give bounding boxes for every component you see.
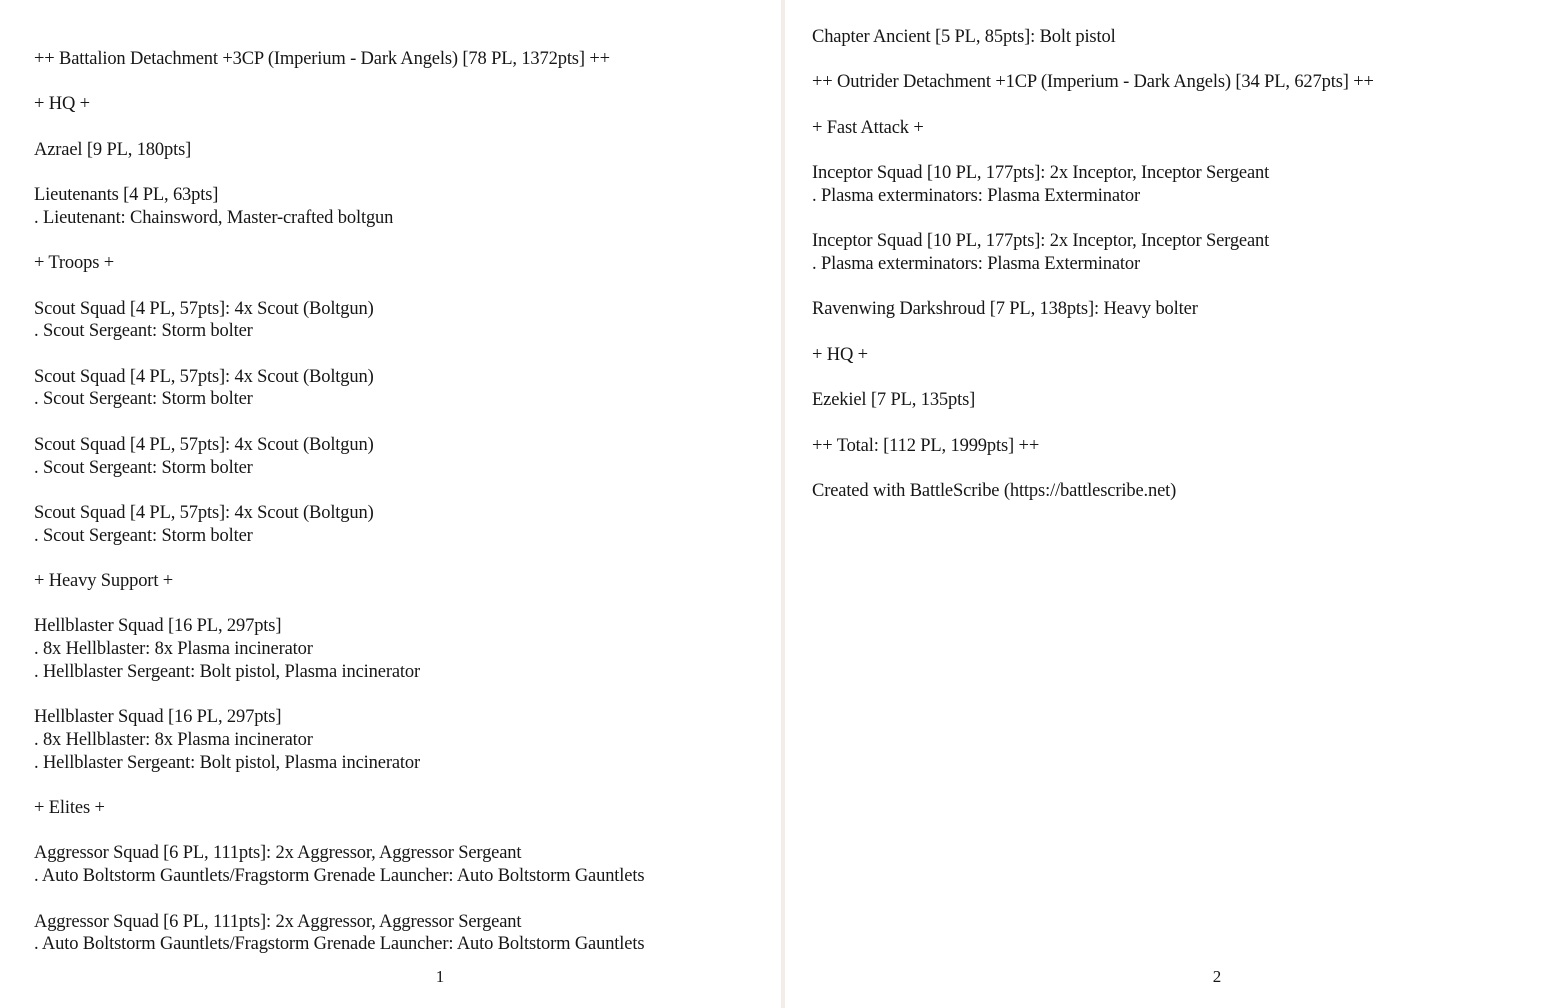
text-block (812, 71, 1564, 94)
entry-detail-line: . Plasma exterminators: Plasma Exterminator (812, 185, 1141, 206)
entry-heading-line: Scout Squad [4 PL, 57pts]: 4x Scout (Boltgun) (34, 434, 374, 455)
text-block (34, 139, 781, 162)
entry-heading-line: ++ Total: [112 PL, 1999pts] ++ (812, 435, 1040, 456)
entry-heading-line: Hellblaster Squad [16 PL, 297pts] (34, 616, 282, 637)
entry-detail-line: . Auto Boltstorm Gauntlets/Fragstorm Grenade Launcher: Auto Boltstorm Gauntlets (34, 934, 645, 955)
entry-heading-line: Ravenwing Darkshroud [7 PL, 138pts]: Heavy bolter (812, 299, 1198, 320)
page-number: 2 (1212, 967, 1222, 986)
entry-detail-line: . Scout Sergeant: Storm bolter (34, 389, 253, 410)
entry-detail-line: . 8x Hellblaster: 8x Plasma incinerator (34, 729, 313, 750)
entry-heading-line: Scout Squad [4 PL, 57pts]: 4x Scout (Boltgun) (34, 502, 374, 523)
page-2-content (785, 26, 1564, 525)
text-block (34, 298, 781, 343)
entry-heading-line: Aggressor Squad [6 PL, 111pts]: 2x Aggressor, Aggressor Sergeant (34, 911, 522, 932)
document-page-1 (0, 0, 781, 1008)
entry-detail-line: . Hellblaster Sergeant: Bolt pistol, Plasma incinerator (34, 752, 420, 773)
entry-detail-line: . 8x Hellblaster: 8x Plasma incinerator (34, 639, 313, 660)
entry-detail-line: . Auto Boltstorm Gauntlets/Fragstorm Grenade Launcher: Auto Boltstorm Gauntlets (34, 866, 645, 887)
entry-heading-line: + Elites + (34, 798, 105, 819)
entry-heading-line: + HQ + (34, 94, 90, 115)
text-block (812, 230, 1564, 275)
text-block (812, 26, 1564, 49)
entry-detail-line: . Plasma exterminators: Plasma Exterminator (812, 253, 1141, 274)
text-block (812, 435, 1564, 458)
entry-heading-line: Aggressor Squad [6 PL, 111pts]: 2x Aggressor, Aggressor Sergeant (34, 843, 522, 864)
entry-heading-line: Lieutenants [4 PL, 63pts] (34, 185, 219, 206)
entry-heading-line: + Troops + (34, 253, 115, 274)
text-block (34, 252, 781, 275)
text-block (34, 615, 781, 683)
entry-heading-line: Chapter Ancient [5 PL, 85pts]: Bolt pistol (812, 27, 1116, 47)
entry-heading-line: + HQ + (812, 344, 868, 365)
text-block (34, 502, 781, 547)
text-block (34, 184, 781, 229)
entry-detail-line: . Scout Sergeant: Storm bolter (34, 321, 253, 342)
entry-heading-line: + Heavy Support + (34, 571, 174, 592)
entry-heading-line: Ezekiel [7 PL, 135pts] (812, 390, 976, 411)
text-block (34, 570, 781, 593)
entry-detail-line: . Lieutenant: Chainsword, Master-crafted boltgun (34, 207, 394, 228)
page-1-content (0, 48, 781, 979)
text-block (812, 389, 1564, 412)
page-number: 1 (435, 967, 445, 986)
entry-heading-line: ++ Outrider Detachment +1CP (Imperium - Dark Angels) [34 PL, 627pts] ++ (812, 72, 1374, 93)
entry-heading-line: Created with BattleScribe (https://battlescribe.net) (812, 480, 1177, 501)
entry-heading-line: Hellblaster Squad [16 PL, 297pts] (34, 707, 282, 728)
text-block (812, 162, 1564, 207)
entry-detail-line: . Scout Sergeant: Storm bolter (34, 457, 253, 478)
entry-heading-line: Inceptor Squad [10 PL, 177pts]: 2x Inceptor, Inceptor Sergeant (812, 163, 1270, 184)
entry-detail-line: . Hellblaster Sergeant: Bolt pistol, Plasma incinerator (34, 661, 420, 682)
entry-heading-line: + Fast Attack + (812, 117, 924, 138)
entry-heading-line: Scout Squad [4 PL, 57pts]: 4x Scout (Boltgun) (34, 298, 374, 319)
text-block (34, 797, 781, 820)
text-block (34, 366, 781, 411)
text-block (34, 842, 781, 887)
text-block (34, 434, 781, 479)
text-block (812, 480, 1564, 503)
entry-heading-line: ++ Battalion Detachment +3CP (Imperium - Dark Angels) [78 PL, 1372pts] ++ (34, 49, 610, 69)
entry-heading-line: Inceptor Squad [10 PL, 177pts]: 2x Inceptor, Inceptor Sergeant (812, 231, 1270, 252)
text-block (34, 93, 781, 116)
text-block (34, 911, 781, 956)
entry-detail-line: . Scout Sergeant: Storm bolter (34, 525, 253, 546)
text-block (812, 298, 1564, 321)
entry-heading-line: Azrael [9 PL, 180pts] (34, 139, 192, 160)
text-block (34, 706, 781, 774)
text-block (34, 48, 781, 71)
document-page-2 (785, 0, 1564, 1008)
text-block (812, 344, 1564, 367)
text-block (812, 117, 1564, 140)
entry-heading-line: Scout Squad [4 PL, 57pts]: 4x Scout (Boltgun) (34, 366, 374, 387)
